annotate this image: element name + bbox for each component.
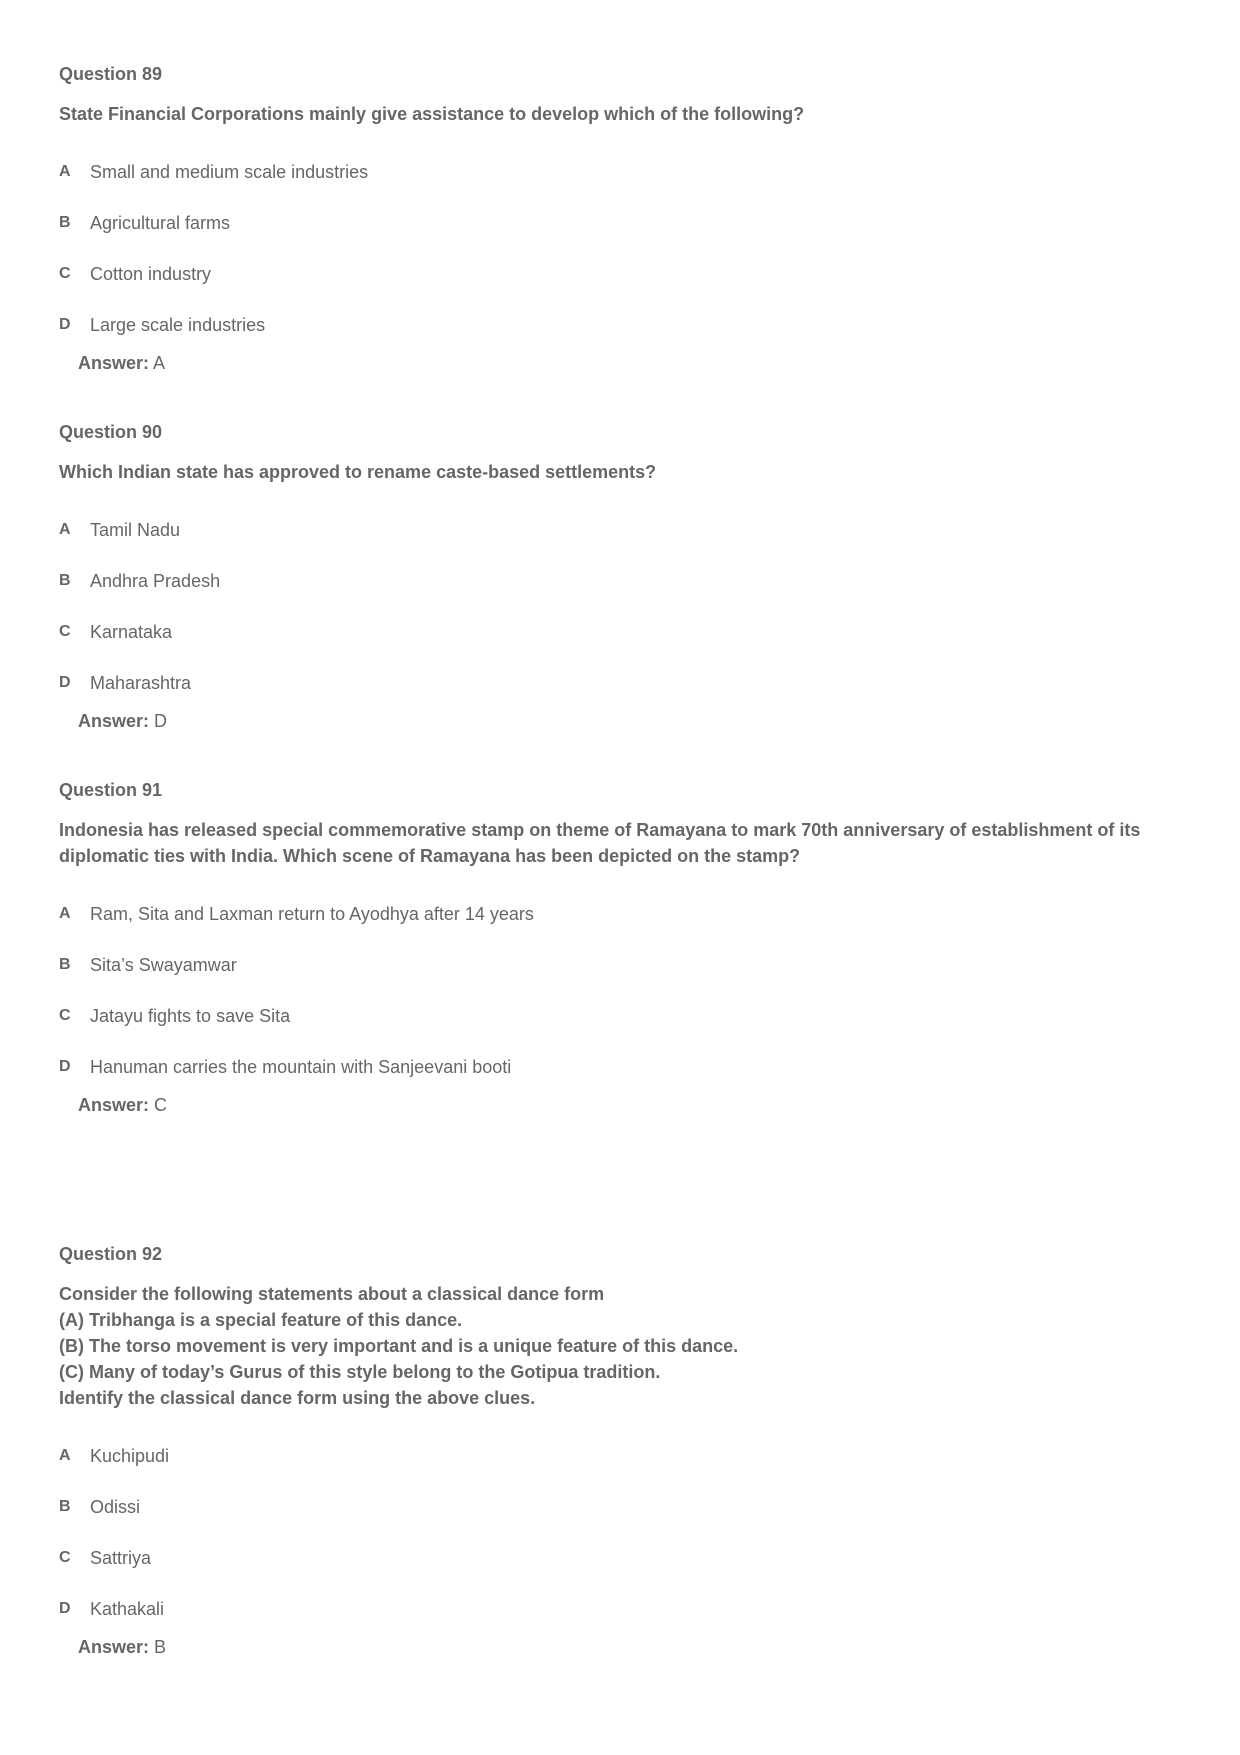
- option-text: Andhra Pradesh: [90, 571, 221, 591]
- answer-value: B: [154, 1637, 167, 1657]
- option-letter: A: [59, 163, 71, 180]
- answer: [78, 710, 1179, 732]
- answer-value: D: [154, 711, 168, 731]
- question-text-line: (C) Many of today’s Gurus of this style belong to the Gotipua tradition.: [59, 1362, 661, 1382]
- question-text-line: Consider the following statements about a classical dance form: [59, 1284, 605, 1304]
- option-text: Large scale industries: [90, 315, 266, 335]
- option-text: Jatayu fights to save Sita: [90, 1006, 291, 1026]
- question-text: [59, 1281, 1179, 1411]
- question-text-line: diplomatic ties with India. Which scene of Ramayana has been depicted on the stamp?: [59, 846, 801, 866]
- options-list: [59, 1445, 1179, 1620]
- option-letter: A: [59, 521, 71, 538]
- option-letter: D: [59, 674, 71, 691]
- option-d[interactable]: [59, 1598, 1179, 1620]
- option-letter: C: [59, 265, 71, 282]
- option-text: Sita’s Swayamwar: [90, 955, 237, 975]
- option-text: Hanuman carries the mountain with Sanjeevani booti: [90, 1057, 512, 1077]
- option-letter: D: [59, 1600, 71, 1617]
- option-d[interactable]: [59, 1056, 1179, 1078]
- answer: [78, 1094, 1179, 1116]
- option-b[interactable]: [59, 570, 1179, 592]
- answer-value: A: [153, 353, 166, 373]
- answer-label: Answer:: [78, 1637, 150, 1657]
- question-text-line: Identify the classical dance form using the above clues.: [59, 1388, 536, 1408]
- option-c[interactable]: [59, 263, 1179, 285]
- answer: [78, 1636, 1179, 1658]
- option-text: Ram, Sita and Laxman return to Ayodhya after 14 years: [90, 904, 534, 924]
- option-text: Small and medium scale industries: [90, 162, 369, 182]
- option-text: Sattriya: [90, 1548, 152, 1568]
- question-text-line: (B) The torso movement is very important and is a unique feature of this dance.: [59, 1336, 739, 1356]
- question-number: Question 91: [59, 780, 163, 800]
- option-letter: B: [59, 956, 71, 973]
- question-text: [59, 101, 1179, 127]
- option-letter: D: [59, 1058, 71, 1075]
- option-c[interactable]: [59, 1547, 1179, 1569]
- question-text: [59, 817, 1179, 869]
- question-text-line: State Financial Corporations mainly give assistance to develop which of the following?: [59, 104, 805, 124]
- answer-label: Answer:: [78, 711, 150, 731]
- option-d[interactable]: [59, 672, 1179, 694]
- option-c[interactable]: [59, 1005, 1179, 1027]
- options-list: [59, 161, 1179, 336]
- option-a[interactable]: [59, 903, 1179, 925]
- option-text: Kuchipudi: [90, 1446, 170, 1466]
- option-d[interactable]: [59, 314, 1179, 336]
- question-block: [59, 1243, 1179, 1658]
- option-letter: C: [59, 623, 71, 640]
- options-list: [59, 519, 1179, 694]
- option-letter: B: [59, 572, 71, 589]
- option-text: Maharashtra: [90, 673, 192, 693]
- option-b[interactable]: [59, 954, 1179, 976]
- option-letter: C: [59, 1007, 71, 1024]
- option-text: Kathakali: [90, 1599, 165, 1619]
- option-letter: B: [59, 1498, 71, 1515]
- question-block: [59, 779, 1179, 1116]
- option-b[interactable]: [59, 212, 1179, 234]
- option-c[interactable]: [59, 621, 1179, 643]
- answer-label: Answer:: [78, 1095, 150, 1115]
- option-letter: A: [59, 1447, 71, 1464]
- option-letter: A: [59, 905, 71, 922]
- option-text: Tamil Nadu: [90, 520, 181, 540]
- option-text: Cotton industry: [90, 264, 212, 284]
- option-a[interactable]: [59, 161, 1179, 183]
- option-a[interactable]: [59, 519, 1179, 541]
- question-text: [59, 459, 1179, 485]
- question-number: Question 92: [59, 1244, 163, 1264]
- question-number: Question 89: [59, 64, 163, 84]
- question-block: [59, 421, 1179, 732]
- option-text: Odissi: [90, 1497, 141, 1517]
- question-number: Question 90: [59, 422, 163, 442]
- option-text: Agricultural farms: [90, 213, 231, 233]
- option-letter: D: [59, 316, 71, 333]
- question-text-line: (A) Tribhanga is a special feature of this dance.: [59, 1310, 463, 1330]
- option-b[interactable]: [59, 1496, 1179, 1518]
- question-text-line: Indonesia has released special commemorative stamp on theme of Ramayana to mark 70th anniversary of establishment of its: [59, 820, 1141, 840]
- option-text: Karnataka: [90, 622, 173, 642]
- option-letter: B: [59, 214, 71, 231]
- answer: [78, 352, 1179, 374]
- answer-label: Answer:: [78, 353, 150, 373]
- option-a[interactable]: [59, 1445, 1179, 1467]
- answer-value: C: [154, 1095, 168, 1115]
- option-letter: C: [59, 1549, 71, 1566]
- question-block: [59, 63, 1179, 374]
- question-text-line: Which Indian state has approved to rename caste-based settlements?: [59, 462, 657, 482]
- options-list: [59, 903, 1179, 1078]
